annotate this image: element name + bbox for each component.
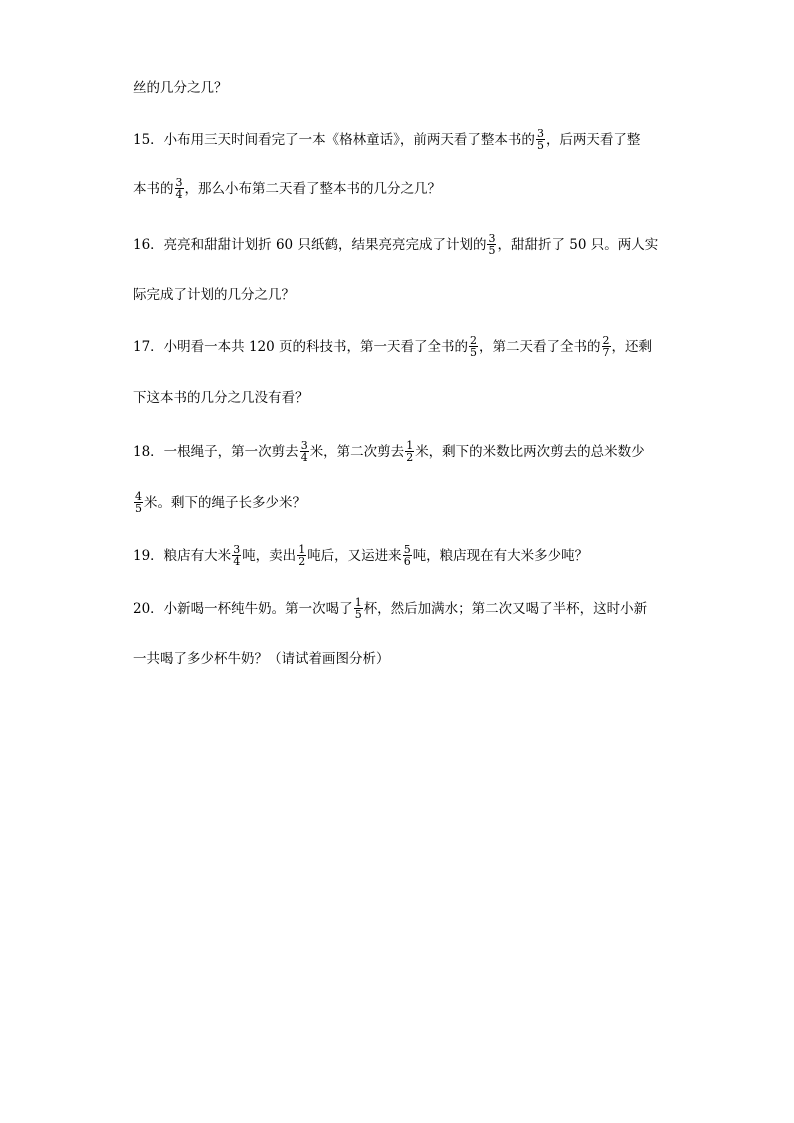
fraction-numerator: 3 — [488, 232, 496, 245]
text-run: 本书的 — [133, 181, 174, 197]
fraction-numerator: 2 — [602, 334, 610, 347]
text-line — [133, 178, 663, 201]
text-run: 吨，卖出 — [242, 548, 297, 564]
fraction — [405, 440, 414, 463]
fraction-denominator: 5 — [470, 346, 478, 359]
text-run: 19．粮店有大米 — [133, 548, 232, 564]
fraction-denominator: 2 — [298, 555, 306, 568]
text-run: 杯，然后加满水；第二次又喝了半杯，这时小新 — [363, 601, 648, 617]
text-line — [133, 492, 663, 515]
fraction-denominator: 5 — [488, 244, 496, 257]
fraction — [297, 544, 306, 567]
text-run: ，后两天看了整 — [545, 132, 641, 148]
text-run: 20．小新喝一杯纯牛奶。第一次喝了 — [133, 601, 353, 617]
text-run: 吨，粮店现在有大米多少吨？ — [412, 548, 589, 564]
text-line — [133, 598, 663, 621]
fraction — [487, 233, 496, 256]
fraction-numerator: 1 — [298, 543, 306, 556]
fraction-numerator: 5 — [403, 543, 411, 556]
text-run: ，第二天看了全书的 — [479, 339, 601, 355]
fraction — [469, 335, 478, 358]
text-line — [133, 388, 663, 408]
text-run: 米，剩下的米数比两次剪去的总米数少 — [415, 444, 645, 460]
text-run: 丝的几分之几？ — [133, 80, 228, 96]
fraction — [300, 440, 309, 463]
fraction-denominator: 4 — [175, 188, 183, 201]
text-line — [133, 649, 663, 669]
fraction-denominator: 6 — [403, 555, 411, 568]
fraction-denominator: 4 — [300, 451, 308, 464]
text-run: ，还剩 — [611, 339, 653, 355]
fraction — [536, 128, 545, 151]
fraction-numerator: 3 — [233, 543, 241, 556]
text-line — [133, 336, 663, 359]
text-run: 下这本书的几分之几没有看？ — [133, 390, 309, 406]
text-line — [133, 545, 663, 568]
fraction-denominator: 5 — [354, 608, 362, 621]
fraction-numerator: 3 — [536, 127, 544, 140]
fraction — [354, 597, 363, 620]
fraction-numerator: 1 — [354, 596, 362, 609]
fraction-denominator: 4 — [233, 555, 241, 568]
text-run: 际完成了计划的几分之几？ — [133, 287, 295, 303]
text-line — [133, 441, 663, 464]
fraction — [175, 177, 184, 200]
text-line — [133, 129, 663, 152]
fraction — [134, 491, 143, 514]
text-run: 米，第二次剪去 — [309, 444, 405, 460]
text-run: 18．一根绳子，第一次剪去 — [133, 444, 299, 460]
text-line — [133, 234, 663, 257]
text-line — [133, 78, 663, 98]
fraction — [602, 335, 611, 358]
fraction-denominator: 5 — [135, 502, 142, 515]
text-run: 15．小布用三天时间看完了一本《格林童话》，前两天看了整本书的 — [133, 132, 535, 148]
text-run: 一共喝了多少杯牛奶？（请试着画图分析） — [133, 651, 390, 667]
fraction-denominator: 2 — [406, 451, 414, 464]
text-run: ，甜甜折了 50 只。两人实 — [497, 237, 659, 253]
fraction-numerator: 4 — [135, 490, 142, 503]
fraction-denominator: 5 — [536, 139, 544, 152]
fraction — [403, 544, 412, 567]
fraction-numerator: 3 — [175, 176, 183, 189]
text-run: ，那么小布第二天看了整本书的几分之几？ — [184, 181, 441, 197]
fraction-numerator: 1 — [406, 439, 414, 452]
text-run: 16．亮亮和甜甜计划折 60 只纸鹤，结果亮亮完成了计划的 — [133, 237, 487, 253]
text-run: 吨后，又运进来 — [307, 548, 402, 564]
fraction-numerator: 2 — [470, 334, 478, 347]
text-run: 17．小明看一本共 120 页的科技书，第一天看了全书的 — [133, 339, 469, 355]
text-run: 米。剩下的绳子长多少米？ — [144, 495, 306, 511]
text-line — [133, 285, 663, 305]
fraction-numerator: 3 — [300, 439, 308, 452]
fraction-denominator: 7 — [602, 346, 610, 359]
fraction — [232, 544, 241, 567]
